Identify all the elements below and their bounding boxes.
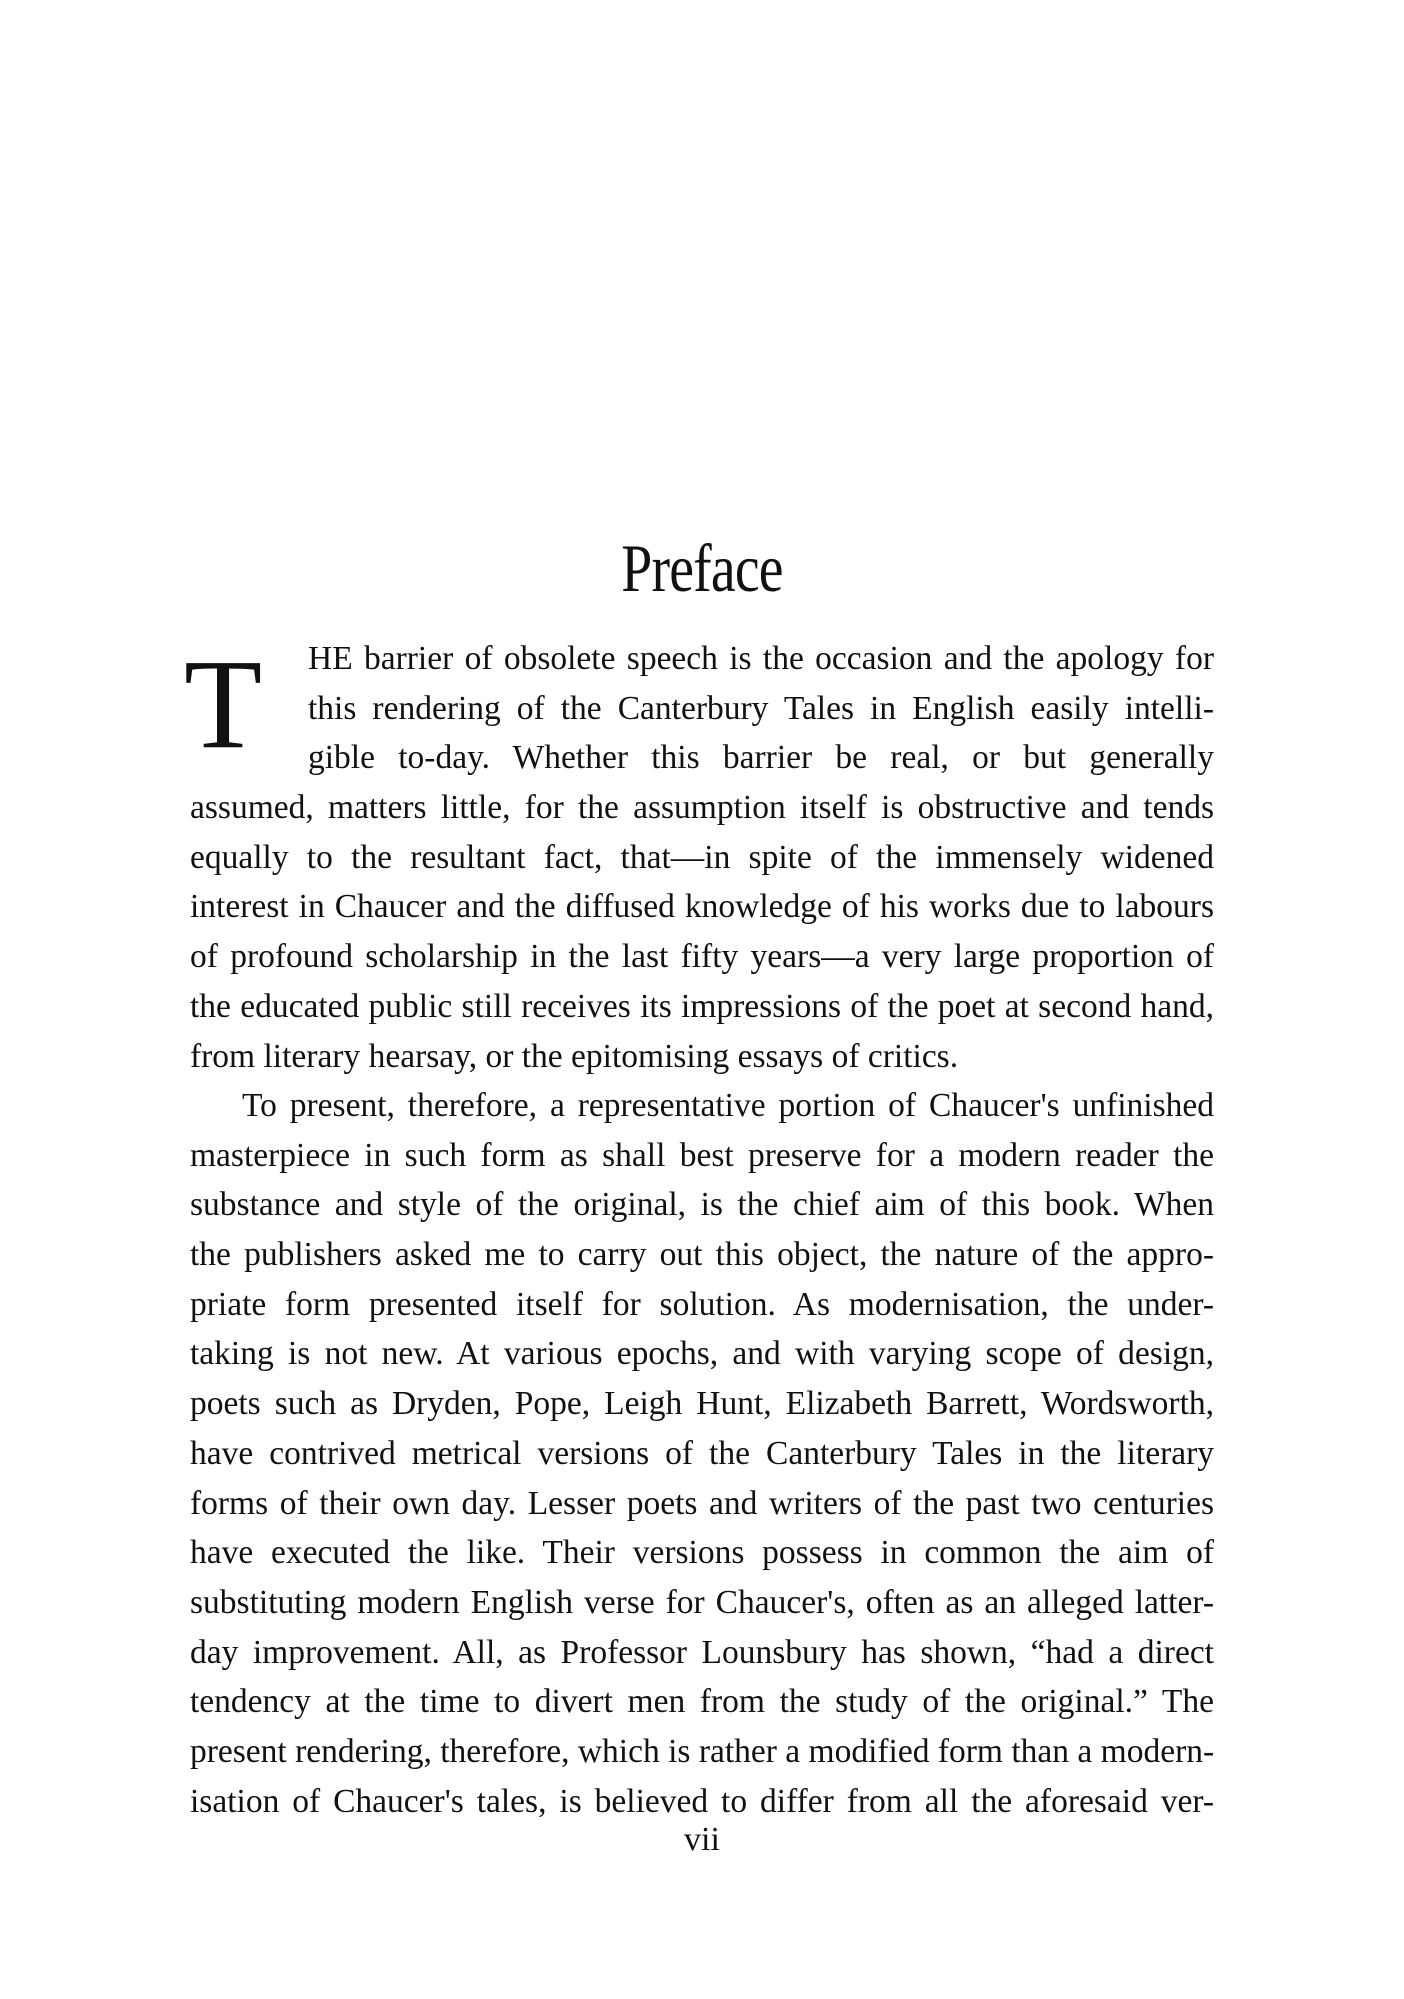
text-line: substance and style of the original, is the chief aim of this book. When — [190, 1186, 1214, 1224]
page-number: vii — [684, 1821, 720, 1858]
text-line: To present, therefore, a representative portion of Chaucer's unfinished — [242, 1087, 1214, 1124]
text-line: forms of their own day. Lesser poets and writers of the past two centuries — [190, 1484, 1214, 1522]
text-line: masterpiece in such form as shall best preserve for a modern reader the — [190, 1136, 1214, 1174]
text-line: priate form presented itself for solution. As modernisation, the under- — [190, 1285, 1214, 1323]
text-line: the educated public still receives its impressions of the poet at second hand, — [190, 987, 1214, 1025]
paragraph-2 — [190, 1081, 1214, 1826]
text-line: interest in Chaucer and the diffused knowledge of his works due to labours — [190, 888, 1214, 926]
text-line: equally to the resultant fact, that—in spite of the immensely widened — [190, 838, 1214, 876]
text-line: isation of Chaucer's tales, is believed to differ from all the aforesaid ver- — [190, 1782, 1214, 1820]
text-line: have executed the like. Their versions possess in common the aim of — [190, 1534, 1214, 1572]
text-line: substituting modern English verse for Chaucer's, often as an alleged latter- — [190, 1583, 1214, 1621]
text-line: tendency at the time to divert men from the study of the original.” The — [190, 1683, 1214, 1721]
text-line: this rendering of the Canterbury Tales in English easily intelli- — [308, 689, 1214, 727]
text-line: HE barrier of obsolete speech is the occasion and the apology for — [308, 640, 1214, 677]
text-line: gible to-day. Whether this barrier be real, or but generally — [308, 739, 1214, 777]
text-line: the publishers asked me to carry out this object, the nature of the appro- — [190, 1236, 1214, 1274]
paragraph-1 — [190, 634, 1214, 1081]
text-line: day improvement. All, as Professor Lounsbury has shown, “had a direct — [190, 1633, 1214, 1671]
text-line: poets such as Dryden, Pope, Leigh Hunt, Elizabeth Barrett, Wordsworth, — [190, 1385, 1214, 1423]
text-line: have contrived metrical versions of the Canterbury Tales in the literary — [190, 1434, 1214, 1472]
text-line: present rendering, therefore, which is rather a modified form than a modern- — [190, 1732, 1215, 1770]
text-line: of profound scholarship in the last fifty years—a very large proportion of — [190, 938, 1214, 976]
text-line: assumed, matters little, for the assumption itself is obstructive and tends — [190, 789, 1214, 827]
page-title: Preface — [621, 530, 783, 606]
text-line: from literary hearsay, or the epitomising essays of critics. — [190, 1037, 959, 1075]
drop-cap: T — [184, 633, 263, 775]
text-line: taking is not new. At various epochs, and with varying scope of design, — [190, 1335, 1214, 1373]
